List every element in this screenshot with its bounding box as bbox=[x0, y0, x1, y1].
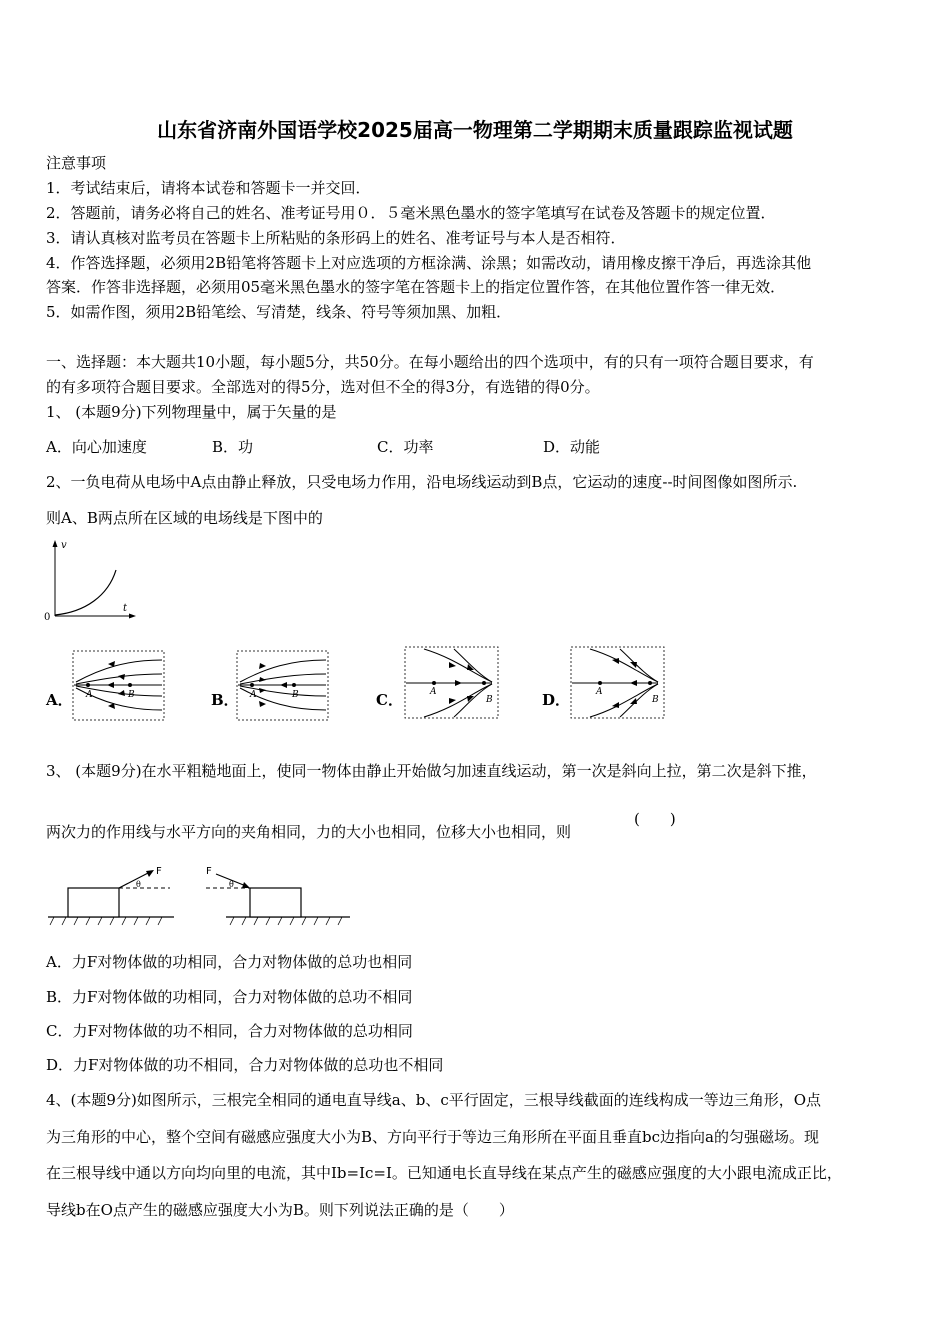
ground-hatch bbox=[230, 917, 342, 925]
origin-label: 0 bbox=[44, 612, 51, 623]
point-b-label: B bbox=[292, 690, 299, 700]
q3-option-a: A．力F对物体做的功相同，合力对物体做的总功也相同 bbox=[46, 953, 413, 971]
q2-field-diagram-a bbox=[72, 650, 166, 722]
field-line bbox=[454, 649, 492, 682]
page-title: 山东省济南外国语学校2025届高一物理第二学期期末质量跟踪监视试题 bbox=[157, 118, 793, 142]
q1-option-d: D．动能 bbox=[543, 438, 601, 456]
point-b bbox=[482, 681, 486, 685]
velocity-curve bbox=[55, 570, 116, 615]
q4-stem-line1: 4、(本题9分)如图所示，三根完全相同的通电直导线a、b、c平行固定，三根导线截面的连线构成一等边三角形，O点 bbox=[46, 1091, 822, 1109]
v-axis-arrow bbox=[53, 540, 58, 547]
field-line bbox=[620, 649, 658, 682]
angle-label: θ bbox=[136, 880, 141, 889]
point-a-label: A bbox=[86, 690, 93, 700]
q3-option-c: C．力F对物体做的功不相同，合力对物体做的总功相同 bbox=[46, 1022, 413, 1040]
q2-field-diagram-b bbox=[236, 650, 330, 722]
ground-hatch bbox=[50, 917, 162, 925]
field-line bbox=[240, 660, 326, 682]
t-axis-label: t bbox=[123, 603, 128, 614]
field-line bbox=[76, 660, 162, 682]
q1-option-a: A．向心加速度 bbox=[46, 438, 147, 456]
arrow bbox=[108, 661, 115, 667]
force-label: F bbox=[206, 866, 212, 877]
point-a-label: A bbox=[430, 687, 437, 697]
q2-option-d-label: D． bbox=[542, 691, 571, 709]
arrow bbox=[449, 698, 456, 704]
arrow bbox=[449, 662, 456, 668]
arrow bbox=[259, 663, 266, 669]
q1-stem: 1、 (本题9分)下列物理量中，属于矢量的是 bbox=[46, 403, 337, 421]
q3-stem-line1: 3、 (本题9分)在水平粗糙地面上，使同一物体由静止开始做匀加速直线运动，第一次是斜向上拉，第二次是斜下推， bbox=[46, 762, 817, 780]
point-a bbox=[250, 683, 254, 687]
point-a bbox=[598, 681, 602, 685]
notice-item-4-cont: 答案．作答非选择题，必须用05毫米黑色墨水的签字笔在答题卡上的指定位置作答，在其他位置作答一律无效． bbox=[46, 278, 786, 296]
arrow bbox=[259, 688, 266, 693]
t-axis-arrow bbox=[129, 614, 136, 619]
notice-item-4: 4．作答选择题，必须用2B铅笔将答题卡上对应选项的方框涂满、涂黑；如需改动，请用橡皮擦干净后，再选涂其他 bbox=[46, 254, 812, 272]
q3-option-b: B．力F对物体做的功相同，合力对物体做的总功不相同 bbox=[46, 988, 413, 1006]
q2-stem-line1: 2、一负电荷从电场中A点由静止释放，只受电场力作用，沿电场线运动到B点，它运动的速度--时间图像如图所示. bbox=[46, 473, 798, 491]
pull-force-line bbox=[119, 872, 150, 888]
point-a bbox=[432, 681, 436, 685]
notice-item-3: 3．请认真核对监考员在答题卡上所粘贴的条形码上的姓名、准考证号与本人是否相符． bbox=[46, 229, 626, 247]
arrow bbox=[259, 701, 266, 707]
point-a-label: A bbox=[250, 690, 257, 700]
q2-option-b-label: B． bbox=[211, 691, 239, 709]
point-b-label: B bbox=[652, 695, 659, 705]
arrow bbox=[455, 680, 462, 686]
point-b bbox=[648, 681, 652, 685]
q3-force-diagram bbox=[46, 860, 356, 930]
q4-stem-line4: 导线b在O点产生的磁感应强度大小为B。则下列说法正确的是（ ） bbox=[46, 1201, 514, 1219]
q4-stem-line2: 为三角形的中心，整个空间有磁感应强度大小为B、方向平行于等边三角形所在平面且垂直bc边指向a的匀强磁场。现 bbox=[46, 1128, 819, 1146]
q3-stem-line2: 两次力的作用线与水平方向的夹角相同，力的大小也相同，位移大小也相同，则 bbox=[46, 823, 572, 841]
angle-label: θ bbox=[229, 880, 234, 889]
point-a bbox=[86, 683, 90, 687]
arrow bbox=[259, 677, 266, 682]
arrow bbox=[108, 703, 115, 709]
section-intro-line2: 的有多项符合题目要求。全部选对的得5分，选对但不全的得3分，有选错的得0分。 bbox=[46, 378, 600, 396]
arrow bbox=[280, 682, 287, 688]
arrow bbox=[107, 682, 114, 688]
field-line bbox=[590, 649, 658, 682]
q2-option-c-label: C． bbox=[376, 691, 403, 709]
force-label: F bbox=[156, 866, 162, 877]
point-b-label: B bbox=[128, 690, 135, 700]
q2-field-diagram-d bbox=[570, 646, 666, 720]
q1-option-c: C．功率 bbox=[377, 438, 434, 456]
point-b bbox=[292, 683, 296, 687]
q4-stem-line3: 在三根导线中通以方向均向里的电流，其中Ib=Ic=I。已知通电长直导线在某点产生的磁感应强度的大小跟电流成正比， bbox=[46, 1164, 842, 1182]
notice-item-1: 1．考试结束后，请将本试卷和答题卡一并交回． bbox=[46, 179, 371, 197]
q2-velocity-time-graph bbox=[40, 536, 140, 626]
section-intro-line1: 一、选择题：本大题共10小题，每小题5分，共50分。在每小题给出的四个选项中，有的只有一项符合题目要求，有 bbox=[46, 353, 814, 371]
notice-item-5: 5．如需作图，须用2B铅笔绘、写清楚，线条、符号等须加黑、加粗． bbox=[46, 303, 512, 321]
point-a-label: A bbox=[596, 687, 603, 697]
field-line bbox=[424, 649, 492, 682]
block-push bbox=[250, 888, 301, 917]
q2-option-a-label: A． bbox=[46, 691, 73, 709]
block-pull bbox=[68, 888, 119, 917]
q2-field-diagram-c bbox=[404, 646, 500, 720]
q1-option-b: B．功 bbox=[212, 438, 254, 456]
v-axis-label: v bbox=[61, 540, 67, 551]
point-b-label: B bbox=[486, 695, 493, 705]
q3-answer-paren: ( ) bbox=[634, 810, 676, 828]
arrow bbox=[630, 680, 637, 686]
q3-option-d: D．力F对物体做的功不相同，合力对物体做的总功也不相同 bbox=[46, 1056, 444, 1074]
q2-stem-line2: 则A、B两点所在区域的电场线是下图中的 bbox=[46, 509, 323, 527]
push-force-arrow bbox=[242, 882, 250, 888]
notice-item-2: 2．答题前，请务必将自己的姓名、准考证号用０．５毫米黑色墨水的签字笔填写在试卷及答题卡的规定位置． bbox=[46, 204, 776, 222]
notice-heading: 注意事项 bbox=[46, 154, 107, 172]
point-b bbox=[128, 683, 132, 687]
